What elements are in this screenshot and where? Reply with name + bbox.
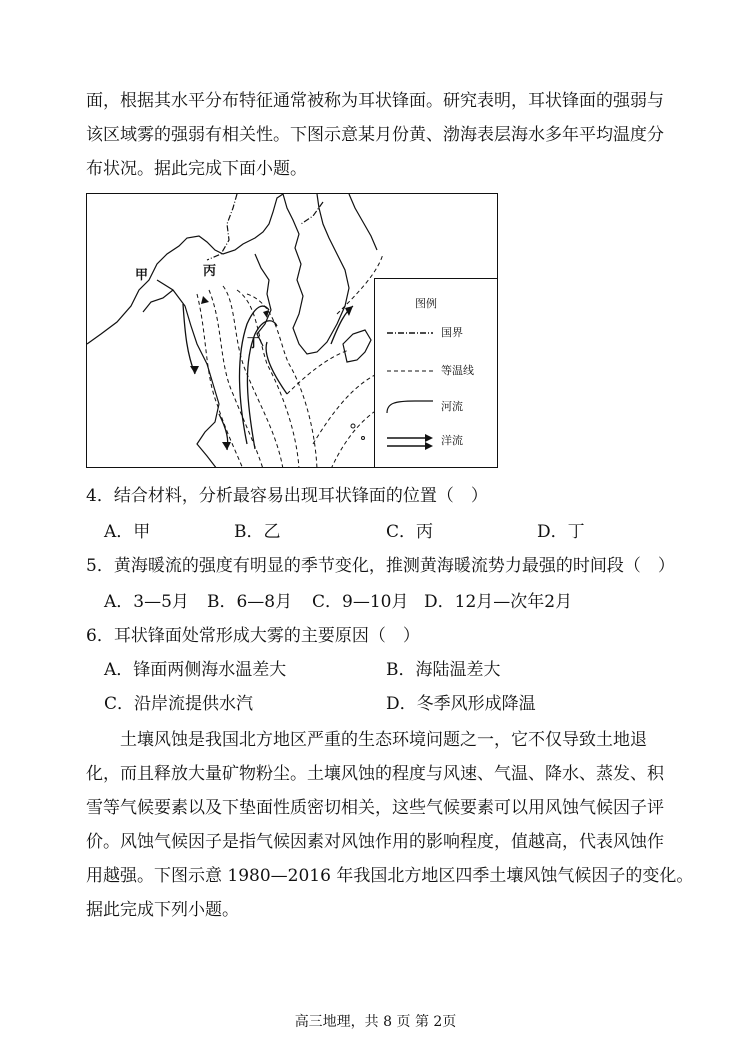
legend-item-current [385,431,495,451]
river-line-icon [385,399,435,415]
current-arrow-icon [385,433,435,451]
intro-line-1: 面，根据其水平分布特征通常被称为耳状锋面。研究表明，耳状锋面的强弱与 [86,91,664,111]
passage2-line-1: 土壤风蚀是我国北方地区严重的生态环境问题之一，它不仅导致土地退 [120,730,647,750]
legend-title: 图例 [415,297,437,310]
question-5-option-d[interactable]: D．12月—次年2月 [424,592,573,612]
passage2-line-6: 据此完成下列小题。 [86,900,239,920]
national-border [207,194,237,260]
passage2-line-5: 用越强。下图示意 1980—2016 年我国北方地区四季土壤风蚀气候因子的变化。 [86,866,694,886]
question-4-option-c[interactable]: C．丙 [386,522,434,542]
map-label-jia: 甲 [135,268,149,283]
legend-item-border [385,323,495,343]
question-4-option-b[interactable]: B．乙 [234,522,281,542]
question-6-option-c[interactable]: C．沿岸流提供水汽 [104,694,254,714]
question-6-stem: 6．耳状锋面处常形成大雾的主要原因（ ） [86,626,420,646]
passage2-line-2: 化，而且释放大量矿物粉尘。土壤风蚀的程度与风速、气温、降水、蒸发、积 [86,764,664,784]
map-label-ding: 丁 [247,336,261,351]
coastline [87,194,283,344]
isotherms [197,254,387,468]
passage2-line-4: 价。风蚀气候因子是指气候因素对风蚀作用的影响程度，值越高，代表风蚀作 [86,832,664,852]
passage2-line-3: 雪等气候要素以及下垫面性质密切相关，这些气候要素可以用风蚀气候因子评 [86,798,664,818]
legend-label: 洋流 [441,434,463,447]
isotherm-line-icon [385,363,435,379]
legend-item-river [385,397,495,417]
question-4-option-a[interactable]: A．甲 [104,522,151,542]
question-5-stem: 5．黄海暖流的强度有明显的季节变化，推测黄海暖流势力最强的时间段（ ） [86,556,675,576]
question-5-option-b[interactable]: B．6—8月 [207,592,293,612]
map-legend [374,278,498,468]
legend-item-isotherm [385,361,495,381]
question-5-option-c[interactable]: C．9—10月 [312,592,409,612]
question-6-option-b[interactable]: B．海陆温差大 [386,660,501,680]
page-footer: 高三地理，共 8 页 第 2页 [294,1014,457,1030]
question-5-option-a[interactable]: A．3—5月 [104,592,189,612]
legend-label: 国界 [441,326,463,339]
question-6-option-a[interactable]: A．锋面两侧海水温差大 [104,660,287,680]
question-6-option-d[interactable]: D．冬季风形成降温 [386,694,536,714]
map-label-bing: 丙 [203,264,217,279]
intro-line-3: 布状况。据此完成下面小题。 [86,159,307,179]
intro-line-2: 该区域雾的强弱有相关性。下图示意某月份黄、渤海表层海水多年平均温度分 [86,125,664,145]
border-line-icon [385,325,435,341]
question-4-option-d[interactable]: D．丁 [537,522,585,542]
legend-label: 等温线 [441,364,474,377]
legend-label: 河流 [441,400,463,413]
question-4-stem: 4．结合材料，分析最容易出现耳状锋面的位置（ ） [86,486,488,506]
